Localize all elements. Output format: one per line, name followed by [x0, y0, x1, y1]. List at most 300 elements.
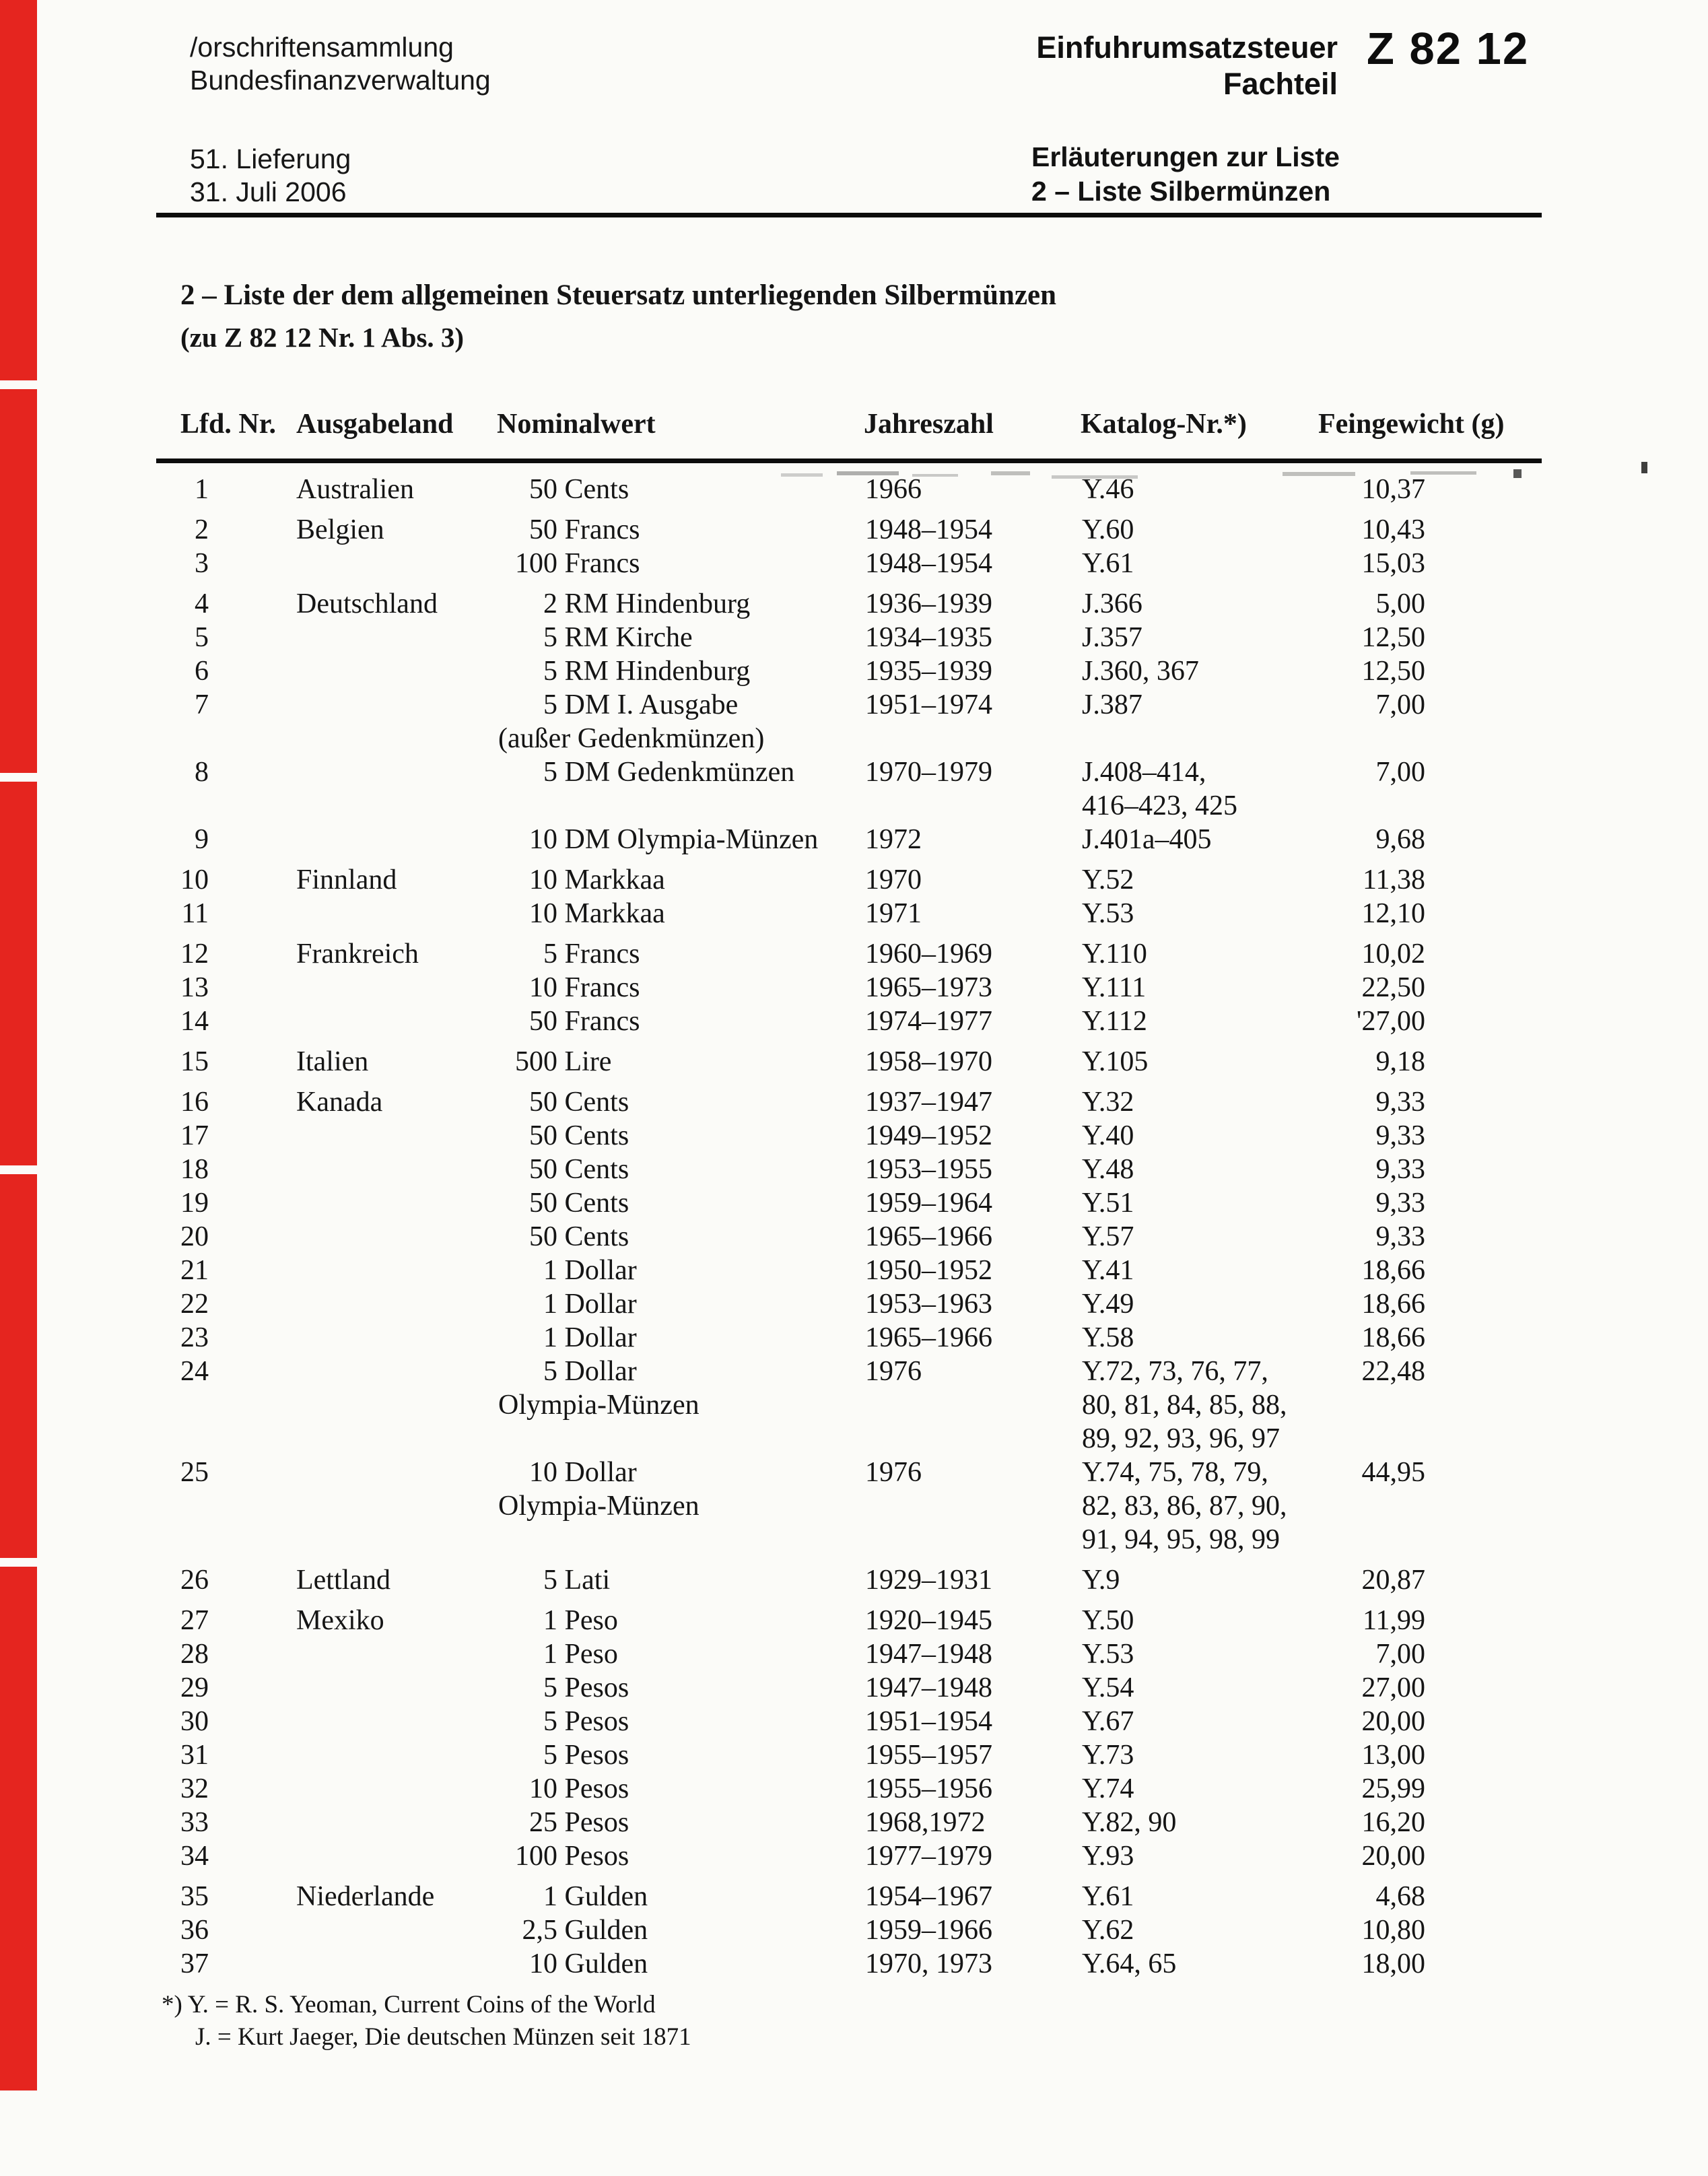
year-range: 1947–1948 — [865, 1639, 992, 1670]
nominal-value — [498, 1772, 865, 1806]
catalog-number — [1082, 1880, 1318, 1913]
year-range: 1974–1977 — [865, 1006, 992, 1037]
nominal-number: 10 — [529, 1457, 557, 1488]
year-range: 1959–1966 — [865, 1915, 992, 1946]
row-number: 28 — [180, 1639, 209, 1670]
catalog-line: J.357 — [1082, 622, 1142, 653]
nominal-number: 1 — [543, 1881, 557, 1912]
year-range: 1936–1939 — [865, 588, 992, 619]
nominal-value — [498, 1671, 865, 1705]
year-range: 1947–1948 — [865, 1672, 992, 1703]
nominal-number: 100 — [515, 548, 557, 579]
nominal-value — [498, 688, 865, 755]
nominal-number: 2 — [543, 588, 557, 619]
catalog-line: 89, 92, 93, 96, 97 — [1082, 1423, 1280, 1454]
catalog-number — [1082, 654, 1318, 688]
nominal-number: 1 — [543, 1289, 557, 1320]
nominal-unit: Francs — [557, 1006, 640, 1037]
nominal-value — [498, 1321, 865, 1355]
catalog-line: Y.58 — [1082, 1322, 1134, 1353]
nominal-value — [498, 547, 865, 580]
nominal-line1 — [498, 1355, 865, 1388]
nominal-number: 5 — [543, 1740, 557, 1771]
fine-weight: 10,02 — [1361, 939, 1425, 970]
catalog-line: J.387 — [1082, 689, 1142, 720]
catalog-number — [1082, 937, 1318, 971]
table-row — [0, 1806, 1708, 1839]
catalog-number — [1082, 1839, 1318, 1873]
red-edge-mark-1 — [0, 0, 37, 380]
fine-weight: 18,66 — [1361, 1255, 1425, 1286]
nominal-unit: Francs — [557, 972, 640, 1003]
row-number: 3 — [195, 548, 209, 579]
nominal-unit: RM Kirche — [557, 622, 693, 653]
publication-name-line2: Bundesfinanzverwaltung — [190, 65, 491, 96]
fine-weight: 22,48 — [1361, 1356, 1425, 1387]
scan-artifact — [1641, 462, 1647, 473]
row-number: 30 — [180, 1706, 209, 1737]
nominal-value — [498, 1705, 865, 1738]
table-row — [0, 473, 1708, 506]
nominal-number: 50 — [529, 1188, 557, 1219]
nominal-line1 — [498, 1738, 865, 1772]
nominal-line1 — [498, 1913, 865, 1947]
nominal-line1 — [498, 587, 865, 621]
table-row — [0, 1637, 1708, 1671]
nominal-number: 500 — [515, 1046, 557, 1077]
publication-name-line1: /orschriftensammlung — [190, 32, 454, 63]
catalog-line: J.360, 367 — [1082, 656, 1199, 687]
row-number: 17 — [180, 1120, 209, 1151]
nominal-line1 — [498, 1153, 865, 1186]
header-katalog-nr: Katalog-Nr.*) — [1081, 409, 1247, 440]
fine-weight: 9,33 — [1375, 1120, 1425, 1151]
nominal-line1 — [498, 688, 865, 722]
fine-weight: 7,00 — [1375, 757, 1425, 788]
table-row — [0, 823, 1708, 856]
nominal-line1 — [498, 1287, 865, 1321]
delivery-info — [190, 143, 351, 209]
nominal-value — [498, 1947, 865, 1981]
nominal-unit: Lati — [557, 1565, 611, 1596]
publication-name — [190, 31, 491, 97]
table-row — [0, 1947, 1708, 1981]
nominal-unit: Cents — [557, 1087, 629, 1118]
year-range: 1951–1954 — [865, 1706, 992, 1737]
row-number: 9 — [195, 824, 209, 855]
nominal-unit: Cents — [557, 1120, 629, 1151]
nominal-line1 — [498, 654, 865, 688]
nominal-unit: Dollar — [557, 1457, 637, 1488]
year-range: 1951–1974 — [865, 689, 992, 720]
nominal-line1 — [498, 513, 865, 547]
row-number: 20 — [180, 1221, 209, 1252]
fine-weight: 22,50 — [1361, 972, 1425, 1003]
table-row — [0, 1085, 1708, 1119]
catalog-line: Y.67 — [1082, 1706, 1134, 1737]
nominal-line1 — [498, 1005, 865, 1038]
fine-weight: 10,80 — [1361, 1915, 1425, 1946]
nominal-unit: Peso — [557, 1605, 618, 1636]
catalog-number — [1082, 755, 1318, 823]
year-range: 1965–1973 — [865, 972, 992, 1003]
year-range: 1972 — [865, 824, 922, 855]
fine-weight: 18,66 — [1361, 1322, 1425, 1353]
nominal-line1 — [498, 897, 865, 930]
nominal-value — [498, 587, 865, 621]
fine-weight: 9,33 — [1375, 1154, 1425, 1185]
catalog-line: Y.41 — [1082, 1255, 1134, 1286]
catalog-number — [1082, 1671, 1318, 1705]
nominal-line1 — [498, 1671, 865, 1705]
table-row — [0, 1671, 1708, 1705]
nominal-number: 1 — [543, 1322, 557, 1353]
table-header-rule — [156, 458, 1542, 463]
table-row — [0, 863, 1708, 897]
nominal-unit: Francs — [557, 939, 640, 970]
list-subheader-line1: Erläuterungen zur Liste — [1031, 141, 1340, 172]
nominal-value — [498, 1355, 865, 1422]
nominal-number: 50 — [529, 1221, 557, 1252]
row-number: 36 — [180, 1915, 209, 1946]
nominal-unit: Dollar — [557, 1322, 637, 1353]
row-number: 7 — [195, 689, 209, 720]
nominal-unit: Francs — [557, 514, 640, 545]
row-number: 15 — [180, 1046, 209, 1077]
nominal-line1 — [498, 621, 865, 654]
nominal-value — [498, 823, 865, 856]
nominal-unit: Lire — [557, 1046, 612, 1077]
nominal-unit: Peso — [557, 1639, 618, 1670]
nominal-unit: Dollar — [557, 1356, 637, 1387]
nominal-number: 25 — [529, 1807, 557, 1838]
catalog-number — [1082, 473, 1318, 506]
nominal-value — [498, 513, 865, 547]
nominal-line1 — [498, 1947, 865, 1981]
nominal-number: 50 — [529, 1120, 557, 1151]
catalog-line: 91, 94, 95, 98, 99 — [1082, 1524, 1280, 1555]
nominal-value — [498, 1005, 865, 1038]
nominal-line1 — [498, 1220, 865, 1254]
fine-weight: 9,68 — [1375, 824, 1425, 855]
fine-weight: 7,00 — [1375, 689, 1425, 720]
issuing-country: Niederlande — [296, 1881, 435, 1912]
fine-weight: 10,43 — [1361, 514, 1425, 545]
nominal-line1 — [498, 1085, 865, 1119]
catalog-line: Y.64, 65 — [1082, 1948, 1177, 1979]
row-number: 13 — [180, 972, 209, 1003]
delivery-number: 51. Lieferung — [190, 143, 351, 174]
catalog-line: Y.93 — [1082, 1841, 1134, 1872]
nominal-line1 — [498, 937, 865, 971]
fine-weight: 11,99 — [1363, 1605, 1425, 1636]
fine-weight: 12,50 — [1361, 622, 1425, 653]
catalog-line: J.366 — [1082, 588, 1142, 619]
catalog-line: Y.9 — [1082, 1565, 1120, 1596]
nominal-unit: Cents — [557, 1221, 629, 1252]
nominal-number: 1 — [543, 1605, 557, 1636]
year-range: 1949–1952 — [865, 1120, 992, 1151]
nominal-number: 50 — [529, 1154, 557, 1185]
fine-weight: 12,10 — [1361, 898, 1425, 929]
row-number: 32 — [180, 1773, 209, 1804]
header-feingewicht: Feingewicht (g) — [1318, 409, 1505, 440]
fine-weight: 9,33 — [1375, 1221, 1425, 1252]
year-range: 1958–1970 — [865, 1046, 992, 1077]
catalog-line: Y.52 — [1082, 864, 1134, 895]
table-row — [0, 1839, 1708, 1873]
table-row — [0, 1153, 1708, 1186]
table-row — [0, 1604, 1708, 1637]
nominal-number: 10 — [529, 972, 557, 1003]
table-row — [0, 621, 1708, 654]
catalog-line: Y.54 — [1082, 1672, 1134, 1703]
nominal-line1 — [498, 1186, 865, 1220]
fine-weight: 44,95 — [1361, 1457, 1425, 1488]
catalog-number — [1082, 971, 1318, 1005]
catalog-number — [1082, 1153, 1318, 1186]
fine-weight: 18,66 — [1361, 1289, 1425, 1320]
nominal-line2: (außer Gedenkmünzen) — [498, 723, 765, 754]
nominal-unit: Cents — [557, 474, 629, 505]
nominal-number: 50 — [529, 1087, 557, 1118]
catalog-line: Y.61 — [1082, 548, 1134, 579]
nominal-unit: Gulden — [557, 1915, 648, 1946]
nominal-value — [498, 1153, 865, 1186]
catalog-number — [1082, 1806, 1318, 1839]
catalog-line: Y.46 — [1082, 474, 1134, 505]
catalog-number — [1082, 1321, 1318, 1355]
fine-weight: 16,20 — [1361, 1807, 1425, 1838]
nominal-line1 — [498, 473, 865, 506]
catalog-number — [1082, 1456, 1318, 1557]
nominal-unit: Cents — [557, 1188, 629, 1219]
nominal-number: 5 — [543, 1356, 557, 1387]
nominal-unit: Pesos — [557, 1740, 629, 1771]
nominal-value — [498, 1806, 865, 1839]
table-row — [0, 688, 1708, 755]
catalog-line: Y.57 — [1082, 1221, 1134, 1252]
catalog-number — [1082, 513, 1318, 547]
year-range: 1970 — [865, 864, 922, 895]
row-number: 19 — [180, 1188, 209, 1219]
list-subheader-line2: 2 – Liste Silbermünzen — [1031, 176, 1331, 207]
table-row — [0, 897, 1708, 930]
row-number: 31 — [180, 1740, 209, 1771]
catalog-line: Y.74 — [1082, 1773, 1134, 1804]
footnote-jaeger: J. = Kurt Jaeger, Die deutschen Münzen seit 1871 — [195, 2023, 691, 2051]
table-row — [0, 1254, 1708, 1287]
fine-weight: 25,99 — [1361, 1773, 1425, 1804]
year-range: 1976 — [865, 1457, 922, 1488]
year-range: 1955–1956 — [865, 1773, 992, 1804]
table-row — [0, 1705, 1708, 1738]
catalog-number — [1082, 1287, 1318, 1321]
catalog-number — [1082, 823, 1318, 856]
year-range: 1977–1979 — [865, 1841, 992, 1872]
fine-weight: 5,00 — [1375, 588, 1425, 619]
table-row — [0, 1880, 1708, 1913]
catalog-line: Y.50 — [1082, 1605, 1134, 1636]
fine-weight: 10,37 — [1361, 474, 1425, 505]
nominal-line2: Olympia-Münzen — [498, 1491, 699, 1522]
coin-table — [0, 473, 1708, 1981]
catalog-number — [1082, 1005, 1318, 1038]
nominal-line1 — [498, 1254, 865, 1287]
row-number: 18 — [180, 1154, 209, 1185]
catalog-number — [1082, 587, 1318, 621]
nominal-number: 10 — [529, 898, 557, 929]
issuing-country: Kanada — [296, 1087, 383, 1118]
year-range: 1920–1945 — [865, 1605, 992, 1636]
issuing-country: Mexiko — [296, 1605, 384, 1636]
nominal-value — [498, 971, 865, 1005]
row-number: 25 — [180, 1457, 209, 1488]
fine-weight: 20,00 — [1361, 1706, 1425, 1737]
nominal-number: 10 — [529, 1948, 557, 1979]
nominal-value — [498, 863, 865, 897]
section-title-line2: Fachteil — [1223, 67, 1338, 101]
issuing-country: Lettland — [296, 1565, 390, 1596]
nominal-unit: Gulden — [557, 1881, 648, 1912]
list-subheader — [1031, 140, 1340, 209]
catalog-line: Y.62 — [1082, 1915, 1134, 1946]
nominal-value — [498, 937, 865, 971]
nominal-line1 — [498, 755, 865, 789]
catalog-line: Y.40 — [1082, 1120, 1134, 1151]
section-title-line1: Einfuhrumsatzsteuer — [1036, 30, 1338, 65]
catalog-number — [1082, 897, 1318, 930]
nominal-value — [498, 1738, 865, 1772]
row-number: 6 — [195, 656, 209, 687]
year-range: 1953–1955 — [865, 1154, 992, 1185]
nominal-line1 — [498, 971, 865, 1005]
nominal-unit: Pesos — [557, 1672, 629, 1703]
nominal-line1 — [498, 1456, 865, 1489]
year-range: 1976 — [865, 1356, 922, 1387]
catalog-number — [1082, 1355, 1318, 1456]
row-number: 23 — [180, 1322, 209, 1353]
year-range: 1968,1972 — [865, 1807, 986, 1838]
catalog-number — [1082, 1637, 1318, 1671]
header-jahreszahl: Jahreszahl — [864, 409, 994, 440]
nominal-line1 — [498, 1321, 865, 1355]
issuing-country: Deutschland — [296, 588, 438, 619]
table-row — [0, 587, 1708, 621]
catalog-number — [1082, 1186, 1318, 1220]
nominal-number: 2,5 — [522, 1915, 557, 1946]
catalog-line: Y.82, 90 — [1082, 1807, 1177, 1838]
nominal-number: 1 — [543, 1255, 557, 1286]
row-number: 21 — [180, 1255, 209, 1286]
nominal-value — [498, 755, 865, 789]
catalog-line: Y.53 — [1082, 898, 1134, 929]
section-title — [842, 30, 1338, 102]
nominal-line1 — [498, 823, 865, 856]
page-title: 2 – Liste der dem allgemeinen Steuersatz unterliegenden Silbermünzen — [180, 279, 1057, 311]
nominal-number: 1 — [543, 1639, 557, 1670]
nominal-value — [498, 1085, 865, 1119]
table-row — [0, 1287, 1708, 1321]
nominal-value — [498, 1186, 865, 1220]
nominal-unit: Pesos — [557, 1706, 629, 1737]
nominal-line1 — [498, 1806, 865, 1839]
table-row — [0, 1186, 1708, 1220]
catalog-line: Y.72, 73, 76, 77, — [1082, 1356, 1268, 1387]
header-ausgabeland: Ausgabeland — [296, 409, 454, 440]
year-range: 1948–1954 — [865, 548, 992, 579]
year-range: 1959–1964 — [865, 1188, 992, 1219]
nominal-line1 — [498, 1637, 865, 1671]
nominal-number: 5 — [543, 1706, 557, 1737]
nominal-unit: Markkaa — [557, 898, 665, 929]
issuing-country: Australien — [296, 474, 414, 505]
document-code: Z 82 12 — [1367, 24, 1530, 74]
year-range: 1954–1967 — [865, 1881, 992, 1912]
year-range: 1953–1963 — [865, 1289, 992, 1320]
row-number: 1 — [195, 474, 209, 505]
nominal-unit: RM Hindenburg — [557, 656, 751, 687]
year-range: 1934–1935 — [865, 622, 992, 653]
nominal-number: 100 — [515, 1841, 557, 1872]
nominal-line1 — [498, 1772, 865, 1806]
row-number: 33 — [180, 1807, 209, 1838]
nominal-line1 — [498, 863, 865, 897]
table-row — [0, 971, 1708, 1005]
row-number: 27 — [180, 1605, 209, 1636]
nominal-line1 — [498, 1880, 865, 1913]
table-row — [0, 1456, 1708, 1557]
nominal-number: 5 — [543, 1565, 557, 1596]
nominal-number: 10 — [529, 1773, 557, 1804]
catalog-line: Y.61 — [1082, 1881, 1134, 1912]
catalog-line: Y.74, 75, 78, 79, — [1082, 1457, 1268, 1488]
row-number: 2 — [195, 514, 209, 545]
row-number: 8 — [195, 757, 209, 788]
footnote-yeoman: *) Y. = R. S. Yeoman, Current Coins of the World — [162, 1991, 656, 2018]
catalog-line: Y.32 — [1082, 1087, 1134, 1118]
nominal-number: 5 — [543, 622, 557, 653]
nominal-number: 5 — [543, 939, 557, 970]
fine-weight: 4,68 — [1375, 1881, 1425, 1912]
header-lfd-nr: Lfd. Nr. — [180, 409, 276, 440]
catalog-line: Y.105 — [1082, 1046, 1149, 1077]
nominal-unit: DM Gedenkmünzen — [557, 757, 795, 788]
row-number: 4 — [195, 588, 209, 619]
row-number: 24 — [180, 1356, 209, 1387]
issuing-country: Finnland — [296, 864, 397, 895]
fine-weight: 9,33 — [1375, 1188, 1425, 1219]
nominal-number: 50 — [529, 1006, 557, 1037]
table-row — [0, 1738, 1708, 1772]
catalog-number — [1082, 547, 1318, 580]
catalog-number — [1082, 1220, 1318, 1254]
issuing-country: Frankreich — [296, 939, 419, 970]
table-row — [0, 547, 1708, 580]
year-range: 1937–1947 — [865, 1087, 992, 1118]
year-range: 1960–1969 — [865, 939, 992, 970]
table-row — [0, 1355, 1708, 1456]
row-number: 14 — [180, 1006, 209, 1037]
nominal-line1 — [498, 1839, 865, 1873]
fine-weight: 13,00 — [1361, 1740, 1425, 1771]
catalog-line: Y.73 — [1082, 1740, 1134, 1771]
catalog-number — [1082, 1085, 1318, 1119]
nominal-unit: DM Olympia-Münzen — [557, 824, 819, 855]
nominal-value — [498, 473, 865, 506]
table-row — [0, 755, 1708, 823]
table-row — [0, 1321, 1708, 1355]
